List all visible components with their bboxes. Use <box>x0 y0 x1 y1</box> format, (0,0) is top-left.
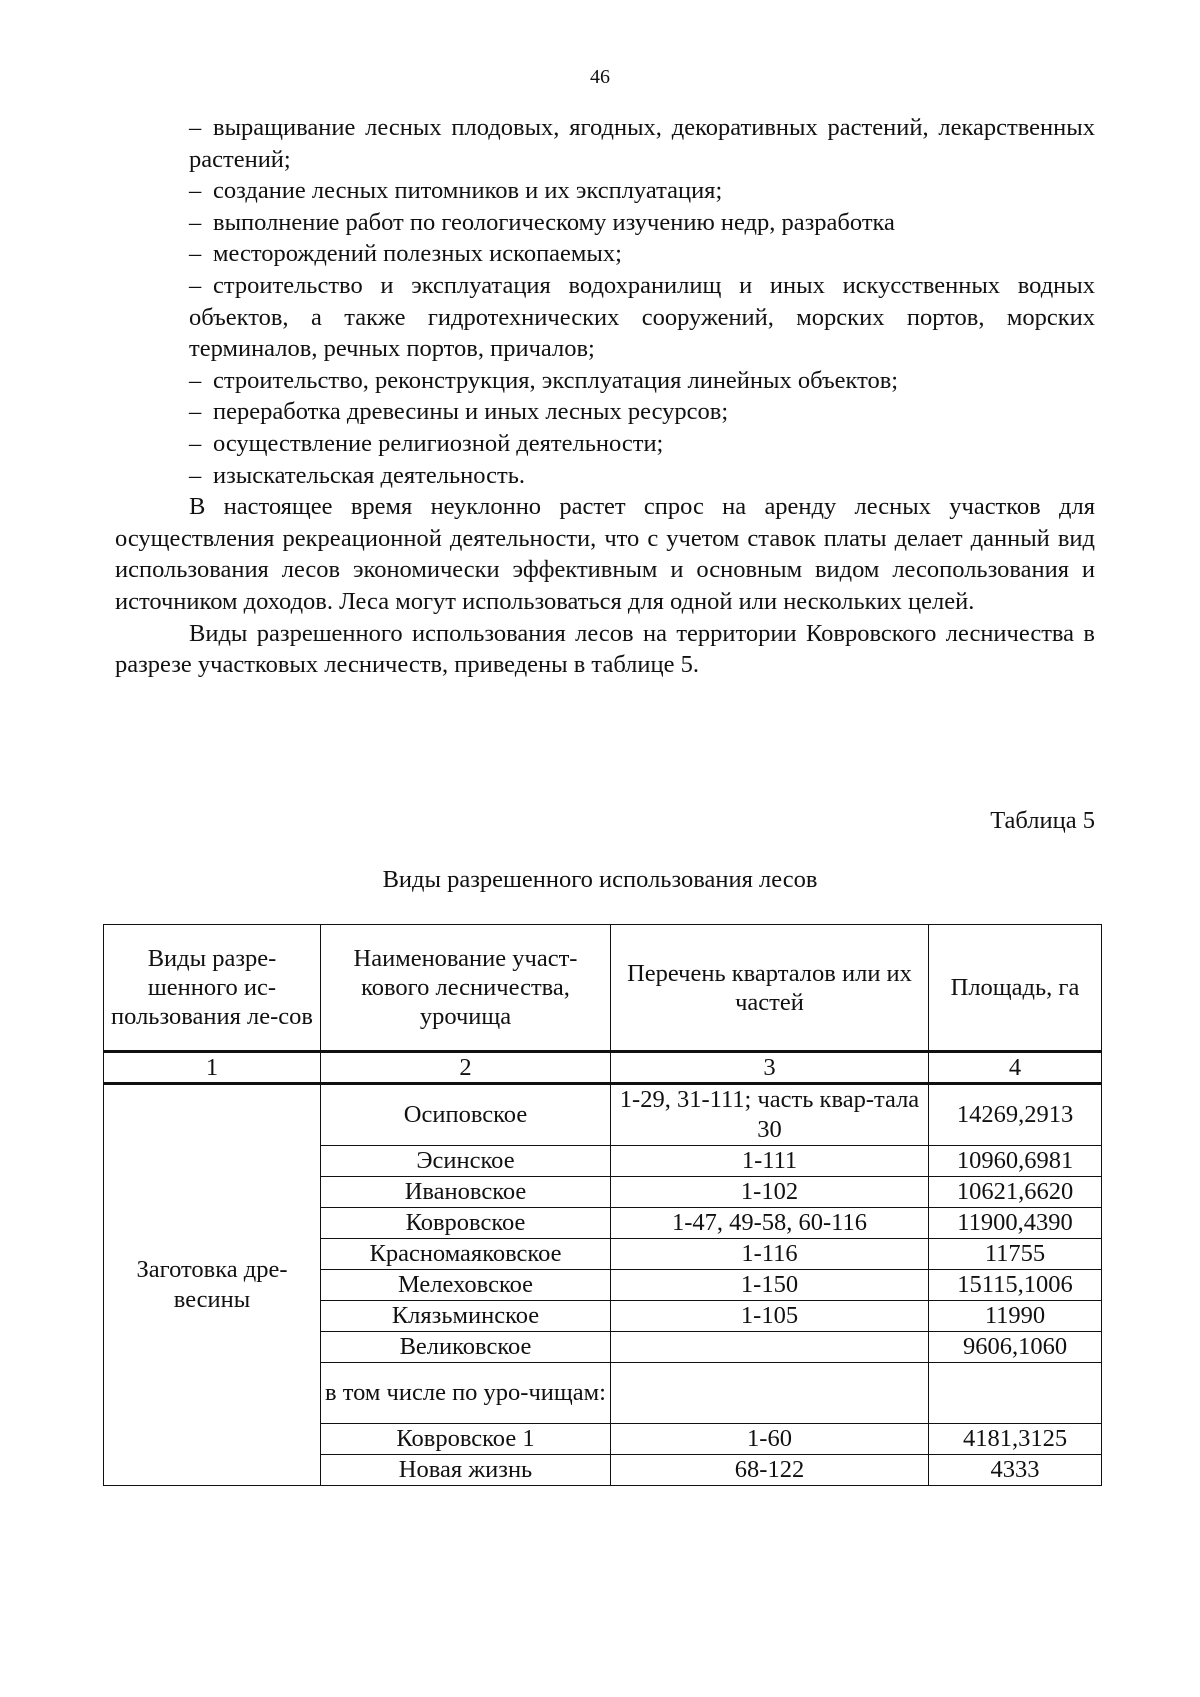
forestry-name: Мелеховское <box>321 1270 611 1301</box>
header-cell: Площадь, га <box>929 925 1102 1052</box>
bullet-item: – переработка древесины и иных лесных ресурсов; <box>115 396 1095 428</box>
forestry-name: Ивановское <box>321 1177 611 1208</box>
header-cell: Перечень кварталов или их частей <box>611 925 929 1052</box>
area-cell: 15115,1006 <box>929 1270 1102 1301</box>
bullet-item: – выполнение работ по геологическому изучению недр, разработка <box>115 207 1095 239</box>
bullet-dash: – <box>189 429 202 457</box>
column-number-row <box>104 1052 1102 1084</box>
page-number: 46 <box>590 66 610 88</box>
bullet-item: – месторождений полезных ископаемых; <box>115 238 1095 270</box>
bullet-item: – выращивание лесных плодовых, ягодных, декоративных растений, лекарственных растений; <box>189 114 1095 173</box>
column-number: 1 <box>104 1052 321 1084</box>
header-cell: Виды разре-шенного ис-пользования ле-сов <box>104 925 321 1052</box>
column-number: 2 <box>321 1052 611 1084</box>
forestry-name: Ковровское 1 <box>321 1424 611 1455</box>
forestry-name: Ковровское <box>321 1208 611 1239</box>
area-cell: 11755 <box>929 1239 1102 1270</box>
use-type-cell: Заготовка дре-весины <box>104 1084 321 1486</box>
area-cell: 14269,2913 <box>929 1084 1102 1146</box>
bullet-item: – строительство, реконструкция, эксплуатация линейных объектов; <box>115 365 1095 397</box>
bullet-dash: – <box>189 461 202 489</box>
quarters-cell: 1-150 <box>611 1270 929 1301</box>
header-cell: Наименование участ-кового лесничества, урочища <box>321 925 611 1052</box>
area-cell: 11900,4390 <box>929 1208 1102 1239</box>
table-header-row <box>104 925 1102 1052</box>
paragraph: В настоящее время неуклонно растет спрос на аренду лесных участков для осуществления рекреационной деятельности, что с учетом ставок платы делает данный вид использования лесов экономически эффективным и основным видом лесопользования и источником доходов. Леса могут использоваться для одной или нескольких целей. <box>115 493 1095 615</box>
paragraph: Виды разрешенного использования лесов на территории Ковровского лесничества в разрезе участковых лесничеств, приведены в таблице 5. <box>115 619 1095 679</box>
bullet-dash: – <box>189 208 202 236</box>
quarters-cell <box>611 1363 929 1424</box>
bullet-dash: – <box>189 240 202 268</box>
bullet-dash: – <box>189 366 202 394</box>
quarters-cell: 1-47, 49-58, 60-116 <box>611 1208 929 1239</box>
forestry-name: Осиповское <box>321 1084 611 1146</box>
quarters-cell: 1-105 <box>611 1301 929 1332</box>
forestry-name: Клязьминское <box>321 1301 611 1332</box>
area-cell: 10621,6620 <box>929 1177 1102 1208</box>
column-number: 4 <box>929 1052 1102 1084</box>
quarters-cell: 68-122 <box>611 1455 929 1486</box>
bullet-dash: – <box>189 177 202 205</box>
bullet-item: – осуществление религиозной деятельности; <box>115 428 1095 460</box>
bullet-dash: – <box>189 398 202 426</box>
table-title: Виды разрешенного использования лесов <box>382 866 818 893</box>
forestry-name: Красномаяковское <box>321 1239 611 1270</box>
area-cell: 4181,3125 <box>929 1424 1102 1455</box>
bullet-item: – строительство и эксплуатация водохранилищ и иных искусственных водных объектов, а также гидротехнических сооружений, морских портов, морских терминалов, речных портов, причалов; <box>189 271 1095 363</box>
bullet-item: – создание лесных питомников и их эксплуатация; <box>115 175 1095 207</box>
quarters-cell <box>611 1332 929 1363</box>
area-cell: 4333 <box>929 1455 1102 1486</box>
body-text <box>115 112 1095 681</box>
quarters-cell: 1-102 <box>611 1177 929 1208</box>
bullet-item: – изыскательская деятельность. <box>115 460 1095 492</box>
area-cell: 11990 <box>929 1301 1102 1332</box>
forestry-name: в том числе по уро-чищам: <box>321 1363 611 1424</box>
forest-use-table <box>103 924 1102 1486</box>
quarters-cell: 1-29, 31-111; часть квар-тала 30 <box>611 1084 929 1146</box>
bullet-dash: – <box>189 271 202 299</box>
bullet-dash: – <box>189 114 202 141</box>
area-cell <box>929 1363 1102 1424</box>
quarters-cell: 1-116 <box>611 1239 929 1270</box>
forestry-name: Эсинское <box>321 1146 611 1177</box>
column-number: 3 <box>611 1052 929 1084</box>
forestry-name: Великовское <box>321 1332 611 1363</box>
area-cell: 10960,6981 <box>929 1146 1102 1177</box>
area-cell: 9606,1060 <box>929 1332 1102 1363</box>
quarters-cell: 1-60 <box>611 1424 929 1455</box>
quarters-cell: 1-111 <box>611 1146 929 1177</box>
table-row <box>104 1084 1102 1146</box>
forestry-name: Новая жизнь <box>321 1455 611 1486</box>
table-caption: Таблица 5 <box>990 807 1095 834</box>
